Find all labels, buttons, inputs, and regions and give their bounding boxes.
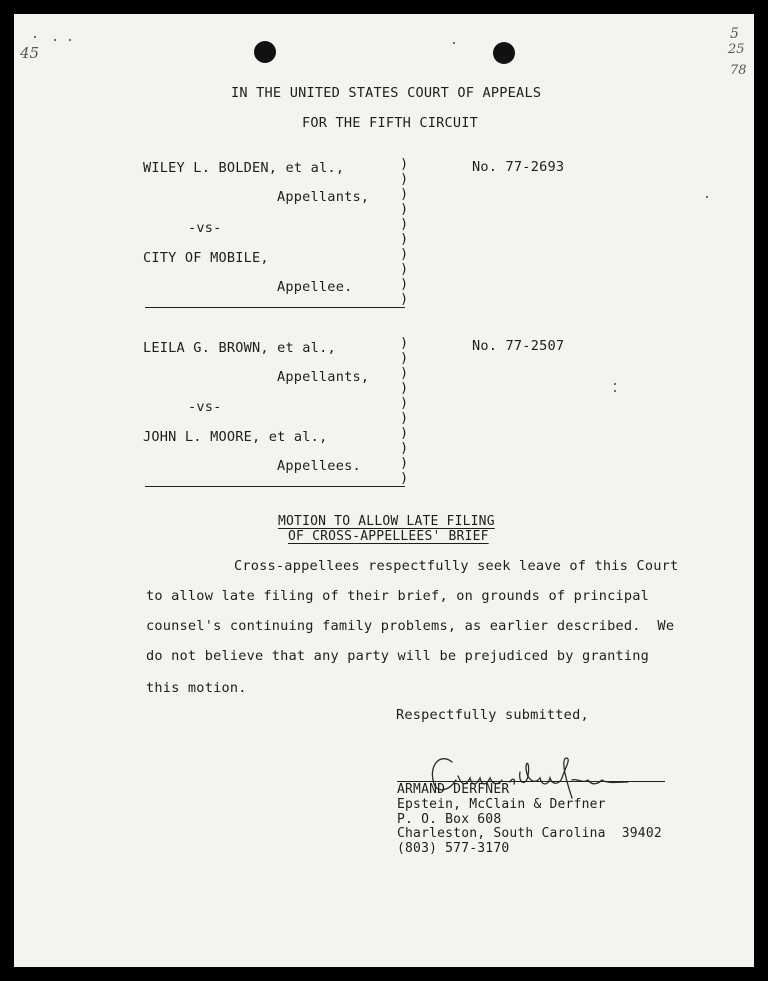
case1-party1: WILEY L. BOLDEN, et al., — [143, 160, 345, 176]
body-line-4: do not believe that any party will be prejudiced by granting — [146, 648, 650, 664]
signer-firm: Epstein, McClain & Derfner — [397, 797, 606, 812]
margin-note-top-right-3: 78 — [730, 63, 747, 78]
motion-title-line1: MOTION TO ALLOW LATE FILING — [278, 514, 495, 529]
case2-bracket: ) ) ) ) ) ) ) ) ) ) — [400, 335, 409, 486]
speck — [706, 196, 708, 198]
case1-party2: CITY OF MOBILE, — [143, 250, 269, 266]
case1-bracket: ) ) ) ) ) ) ) ) ) ) — [400, 156, 409, 307]
case1-role1: Appellants, — [277, 189, 370, 205]
signer-address-2: Charleston, South Carolina 39402 — [397, 826, 662, 841]
case1-rule — [145, 307, 405, 308]
case1-vs: -vs- — [188, 220, 222, 236]
case2-number: No. 77-2507 — [472, 338, 565, 354]
margin-note-top-left: 45 — [20, 44, 40, 62]
margin-note-top-right-1: 5 — [730, 26, 739, 42]
body-line-2: to allow late filing of their brief, on grounds of principal — [146, 588, 650, 604]
case2-role2: Appellees. — [277, 458, 361, 474]
signer-phone: (803) 577-3170 — [397, 841, 510, 856]
speck — [54, 39, 56, 41]
punch-hole-left — [254, 41, 276, 63]
case2-party2: JOHN L. MOORE, et al., — [143, 429, 328, 445]
body-line-5: this motion. — [146, 680, 247, 696]
case1-role2: Appellee. — [277, 279, 353, 295]
court-heading: IN THE UNITED STATES COURT OF APPEALS — [231, 85, 542, 101]
case2-party1: LEILA G. BROWN, et al., — [143, 340, 336, 356]
signer-name: ARMAND DERFNER — [397, 782, 510, 797]
closing: Respectfully submitted, — [396, 707, 589, 723]
margin-note-top-right-2: 25 — [728, 42, 745, 57]
circuit-heading: FOR THE FIFTH CIRCUIT — [302, 115, 479, 131]
signer-address-1: P. O. Box 608 — [397, 812, 502, 827]
case2-vs: -vs- — [188, 399, 222, 415]
speck — [453, 42, 455, 44]
case1-number: No. 77-2693 — [472, 159, 565, 175]
document-page — [14, 14, 754, 967]
body-line-3: counsel's continuing family problems, as earlier described. We — [146, 618, 675, 634]
punch-hole-right — [493, 42, 515, 64]
speck — [69, 39, 71, 41]
case2-rule — [145, 486, 405, 487]
speck — [614, 390, 616, 392]
case2-role1: Appellants, — [277, 369, 370, 385]
speck — [614, 383, 616, 385]
speck — [34, 36, 36, 38]
body-line-1: Cross-appellees respectfully seek leave of this Court — [234, 558, 679, 574]
motion-title-line2: OF CROSS-APPELLEES' BRIEF — [288, 529, 489, 544]
